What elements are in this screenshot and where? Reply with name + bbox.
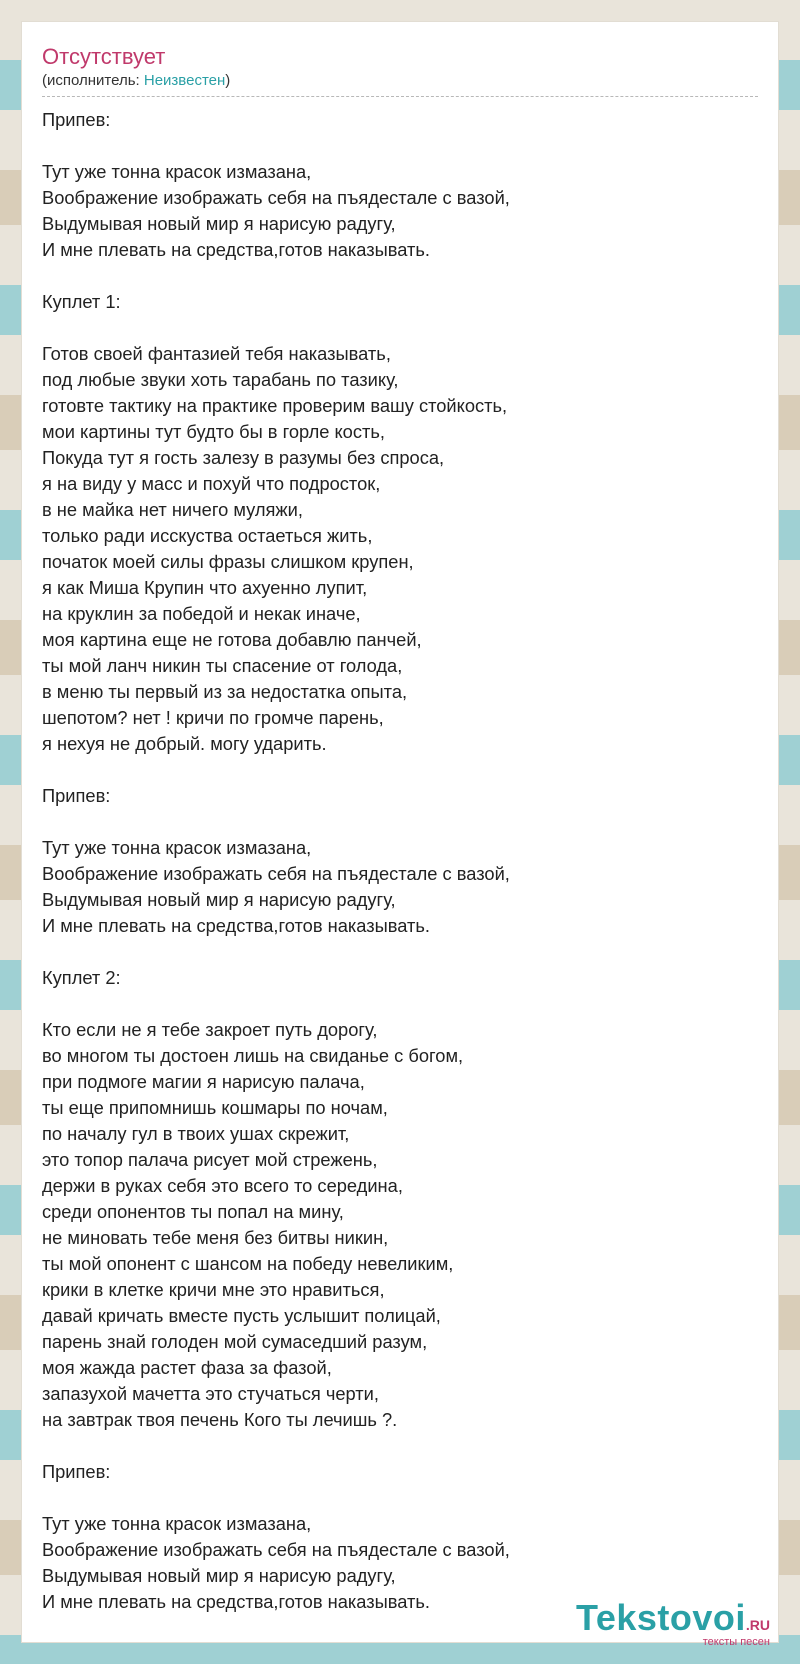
- lyric-line: среди опонентов ты попал на мину,: [42, 1201, 344, 1222]
- lyric-line: это топор палача рисует мой стрежень,: [42, 1149, 378, 1170]
- lyric-line: Куплет 2:: [42, 967, 121, 988]
- lyric-line: при подмоге магии я нарисую палача,: [42, 1071, 365, 1092]
- lyric-line: шепотом? нет ! кричи по громче парень,: [42, 707, 384, 728]
- lyric-line: Тут уже тонна красок измазана,: [42, 837, 312, 858]
- logo-suffix: .RU: [745, 1617, 770, 1633]
- lyric-blank-line: [42, 133, 758, 159]
- lyric-line: И мне плевать на средства,готов наказывать.: [42, 915, 431, 936]
- lyric-line: я как Миша Крупин что ахуенно лупит,: [42, 577, 368, 598]
- lyric-blank-line: [42, 315, 758, 341]
- lyric-line: во многом ты достоен лишь на свиданье с богом,: [42, 1045, 464, 1066]
- song-title: Отсутствует: [42, 44, 166, 69]
- lyric-line: Припев:: [42, 785, 111, 806]
- lyric-line: в меню ты первый из за недостатка опыта,: [42, 681, 408, 702]
- lyric-line: Воображение изображать себя на пъядестале с вазой,: [42, 187, 510, 208]
- lyric-line: парень знай голоден мой сумаседший разум,: [42, 1331, 428, 1352]
- title-divider: [42, 96, 758, 97]
- card-content: [42, 42, 758, 1615]
- lyric-line: давай кричать вместе пусть услышит полицай,: [42, 1305, 441, 1326]
- artist-prefix: (исполнитель:: [42, 72, 144, 89]
- site-logo[interactable]: [576, 1597, 770, 1648]
- logo-main-text: Tekstovoi: [576, 1597, 746, 1638]
- lyric-line: по началу гул в твоих ушах скрежит,: [42, 1123, 350, 1144]
- lyric-blank-line: [42, 809, 758, 835]
- lyric-line: Припев:: [42, 1461, 111, 1482]
- lyric-blank-line: [42, 991, 758, 1017]
- lyric-line: на завтрак твоя печень Кого ты лечишь ?.: [42, 1409, 398, 1430]
- lyric-line: И мне плевать на средства,готов наказывать.: [42, 239, 431, 260]
- lyric-line: ты еще припомнишь кошмары по ночам,: [42, 1097, 388, 1118]
- lyric-line: ты мой опонент с шансом на победу невеликим,: [42, 1253, 454, 1274]
- lyric-line: ты мой ланч никин ты спасение от голода,: [42, 655, 403, 676]
- lyric-blank-line: [42, 1433, 758, 1459]
- lyric-line: мои картины тут будто бы в горле кость,: [42, 421, 385, 442]
- lyric-line: на круклин за победой и некак иначе,: [42, 603, 361, 624]
- lyrics-card: [22, 22, 778, 1642]
- logo-tagline: тексты песен: [702, 1636, 770, 1648]
- lyric-line: только ради исскуства остаеться жить,: [42, 525, 373, 546]
- lyric-line: моя жажда растет фаза за фазой,: [42, 1357, 332, 1378]
- lyrics-text: [42, 107, 758, 1615]
- lyric-line: я нехуя не добрый. могу ударить.: [42, 733, 327, 754]
- lyric-line: Воображение изображать себя на пъядестале с вазой,: [42, 1539, 510, 1560]
- lyric-line: Готов своей фантазией тебя наказывать,: [42, 343, 391, 364]
- lyric-line: Кто если не я тебе закроет путь дорогу,: [42, 1019, 378, 1040]
- lyric-line: держи в руках себя это всего то середина,: [42, 1175, 403, 1196]
- lyric-blank-line: [42, 263, 758, 289]
- lyric-blank-line: [42, 757, 758, 783]
- lyric-line: запазухой мачетта это стучаться черти,: [42, 1383, 379, 1404]
- lyric-line: Выдумывая новый мир я нарисую радугу,: [42, 1565, 396, 1586]
- artist-link[interactable]: Неизвестен: [143, 72, 226, 89]
- lyric-line: И мне плевать на средства,готов наказывать.: [42, 1591, 431, 1612]
- lyric-blank-line: [42, 939, 758, 965]
- lyric-line: Тут уже тонна красок измазана,: [42, 1513, 312, 1534]
- lyric-line: початок моей силы фразы слишком крупен,: [42, 551, 414, 572]
- lyric-line: Покуда тут я гость залезу в разумы без спроса,: [42, 447, 445, 468]
- lyric-line: не миновать тебе меня без битвы никин,: [42, 1227, 389, 1248]
- lyric-blank-line: [42, 1485, 758, 1511]
- lyric-line: готовте тактику на практике проверим вашу стойкость,: [42, 395, 508, 416]
- lyric-line: я на виду у масс и похуй что подросток,: [42, 473, 381, 494]
- artist-suffix: ): [225, 72, 231, 89]
- logo-wordmark: [576, 1597, 770, 1638]
- lyric-line: Припев:: [42, 109, 111, 130]
- lyric-line: Выдумывая новый мир я нарисую радугу,: [42, 213, 396, 234]
- artist-line: [42, 72, 758, 90]
- lyric-line: крики в клетке кричи мне это нравиться,: [42, 1279, 385, 1300]
- lyric-line: Куплет 1:: [42, 291, 121, 312]
- lyric-line: в не майка нет ничего муляжи,: [42, 499, 303, 520]
- lyric-line: под любые звуки хоть тарабань по тазику,: [42, 369, 399, 390]
- lyric-line: Тут уже тонна красок измазана,: [42, 161, 312, 182]
- lyric-line: Воображение изображать себя на пъядестале с вазой,: [42, 863, 510, 884]
- lyric-line: Выдумывая новый мир я нарисую радугу,: [42, 889, 396, 910]
- lyric-line: моя картина еще не готова добавлю панчей,: [42, 629, 422, 650]
